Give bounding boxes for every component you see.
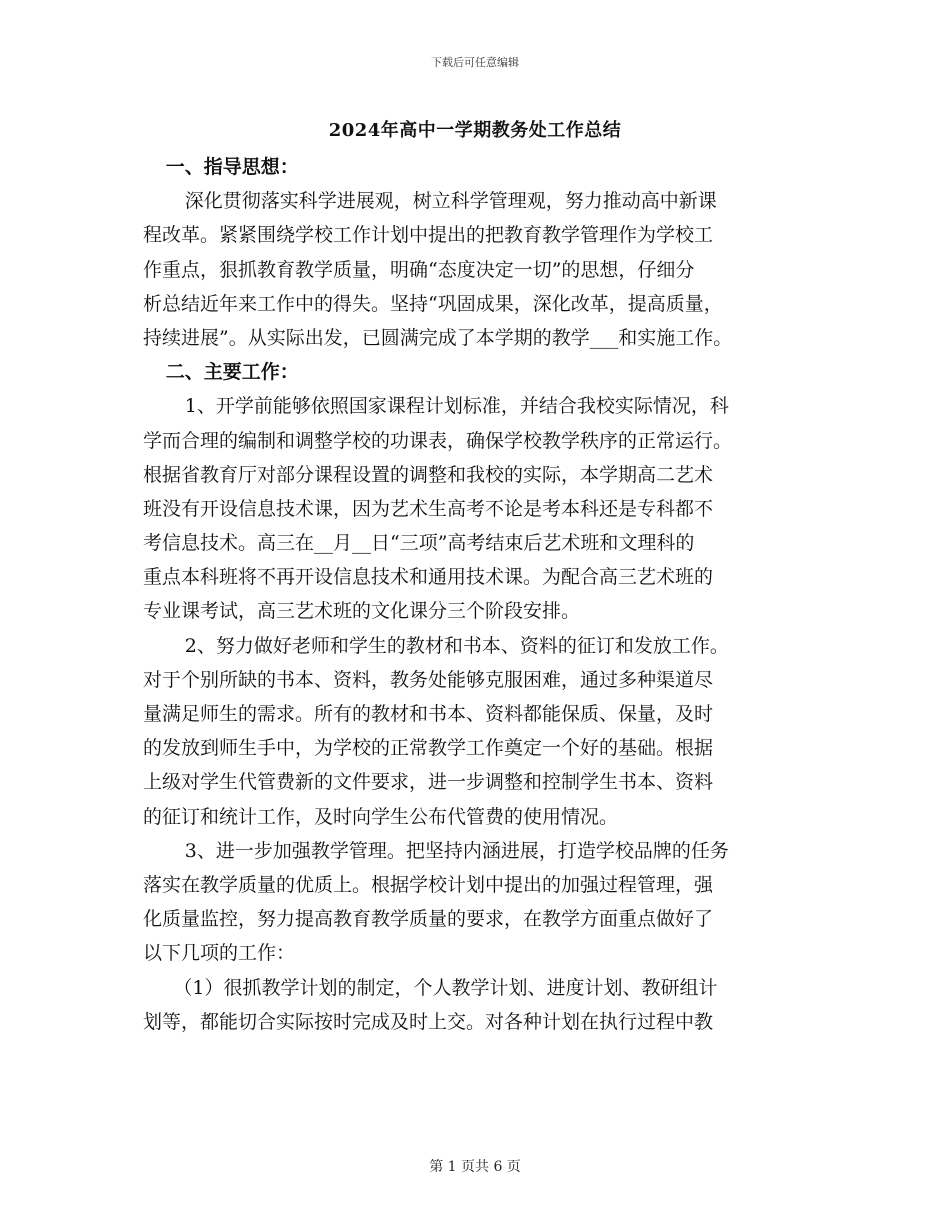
paragraph-line: 程改革。紧紧围绕学校工作计划中提出的把教育教学管理作为学校工 bbox=[143, 224, 714, 247]
paragraph-line: 上级对学生代管费新的文件要求，进一步调整和控制学生书本、资料 bbox=[143, 771, 714, 794]
paragraph-line: 专业课考试，高三艺术班的文化课分三个阶段安排。 bbox=[143, 600, 581, 623]
paragraph-line: 班没有开设信息技术课，因为艺术生高考不论是考本科还是专科都不 bbox=[143, 497, 714, 520]
paragraph-line: 量满足师生的需求。所有的教材和书本、资料都能保质、保量，及时 bbox=[143, 703, 714, 725]
paragraph-line: 3、进一步加强教学管理。把坚持内涵进展，打造学校品牌的任务 bbox=[184, 839, 729, 862]
paragraph-line: （1）很抓教学计划的制定，个人教学计划、进度计划、教研组计 bbox=[173, 976, 718, 999]
page-number: 第 1 页共 6 页 bbox=[429, 1159, 521, 1175]
paragraph-line: 考信息技术。高三在__月__日“三项”高考结束后艺术班和文理科的 bbox=[143, 532, 695, 555]
paragraph-line: 2、努力做好老师和学生的教材和书本、资料的征订和发放工作。 bbox=[184, 634, 729, 657]
section-heading: 一、指导思想： bbox=[165, 156, 299, 178]
paragraph-line: 以下几项的工作： bbox=[143, 942, 296, 965]
paragraph-line: 1、开学前能够依照国家课程计划标准，并结合我校实际情况，科 bbox=[184, 395, 729, 418]
paragraph-line: 深化贯彻落实科学进展观，树立科学管理观，努力推动高中新课 bbox=[184, 190, 717, 213]
paragraph-line: 重点本科班将不再开设信息技术和通用技术课。为配合高三艺术班的 bbox=[143, 566, 714, 589]
paragraph-line: 作重点，狠抓教育教学质量，明确“态度决定一切”的思想，仔细分 bbox=[143, 258, 695, 281]
section-heading: 二、主要工作： bbox=[165, 361, 299, 384]
document-title: 2024年高中一学期教务处工作总结 bbox=[328, 120, 622, 141]
paragraph-line: 持续进展”。从实际出发，已圆满完成了本学期的教学___和实施工作。 bbox=[143, 326, 733, 349]
paragraph-line: 析总结近年来工作中的得失。坚持“巩固成果，深化改革，提高质量， bbox=[143, 292, 723, 315]
paragraph-line: 的征订和统计工作，及时向学生公布代管费的使用情况。 bbox=[143, 805, 619, 828]
header-note: 下载后可任意编辑 bbox=[431, 56, 519, 69]
paragraph-line: 对于个别所缺的书本、资料，教务处能够克服困难，通过多种渠道尽 bbox=[143, 668, 714, 691]
paragraph-line: 划等，都能切合实际按时完成及时上交。对各种计划在执行过程中教 bbox=[143, 1010, 714, 1033]
paragraph-line: 的发放到师生手中，为学校的正常教学工作奠定一个好的基础。根据 bbox=[143, 737, 714, 760]
paragraph-line: 化质量监控，努力提高教育教学质量的要求，在教学方面重点做好了 bbox=[143, 908, 714, 931]
paragraph-line: 落实在教学质量的优质上。根据学校计划中提出的加强过程管理，强 bbox=[143, 873, 714, 896]
paragraph-line: 根据省教育厅对部分课程设置的调整和我校的实际，本学期高二艺术 bbox=[143, 463, 714, 486]
document-body bbox=[143, 150, 813, 1039]
paragraph-line: 学而合理的编制和调整学校的功课表，确保学校教学秩序的正常运行。 bbox=[143, 429, 733, 452]
